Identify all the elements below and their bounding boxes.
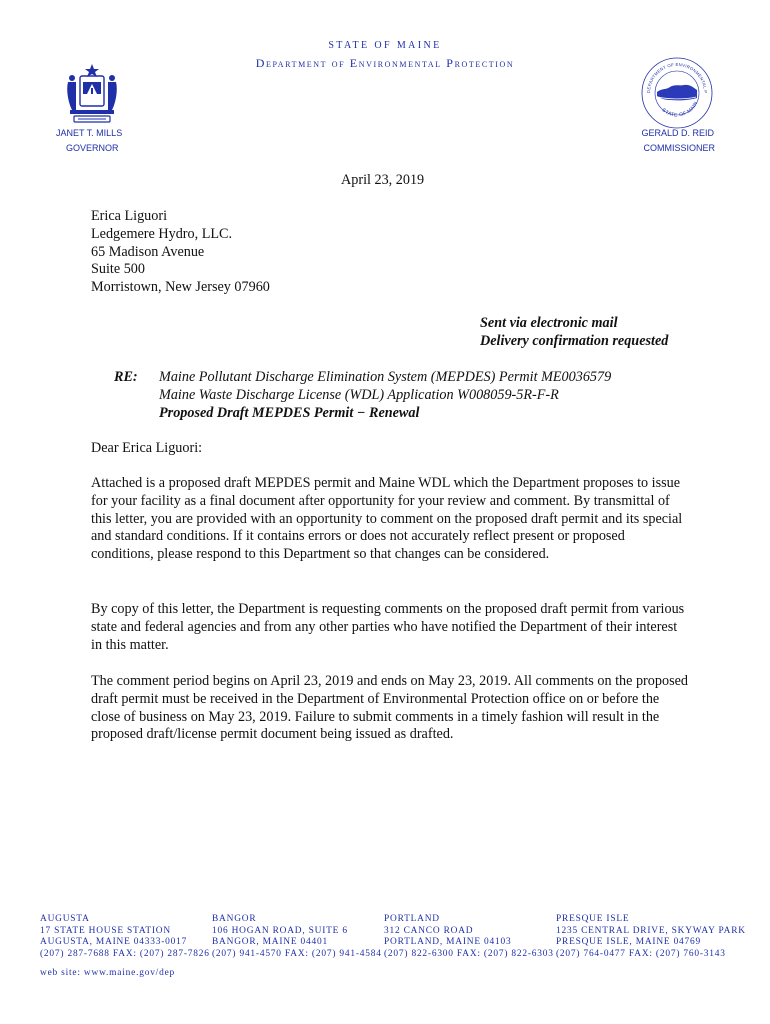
commissioner-title: COMMISSIONER — [643, 143, 715, 153]
recipient-city: Morristown, New Jersey 07960 — [91, 279, 270, 296]
governor-name: JANET T. MILLS — [56, 128, 123, 138]
footer-office-line: (207) 764-0477 FAX: (207) 760-3143 — [556, 948, 726, 959]
recipient-company: Ledgemere Hydro, LLC. — [91, 225, 233, 242]
re-line-2: Maine Waste Discharge License (WDL) Application W008059-5R-F-R — [159, 386, 559, 403]
recipient-suite: Suite 500 — [91, 261, 145, 278]
footer-office-city: PORTLAND — [384, 914, 440, 924]
footer-website[interactable]: web site: www.maine.gov/dep — [40, 968, 176, 978]
delivery-line-1: Sent via electronic mail — [480, 315, 618, 331]
dep-seal-text-bottom: STATE OF MAIN — [660, 100, 700, 119]
commissioner-name: GERALD D. REID — [641, 128, 714, 138]
re-block — [159, 369, 611, 422]
body-paragraph-2: By copy of this letter, the Department is requesting comments on the proposed draft permit from various state and federal agencies and from any other parties who have notified the Department of their interest in this matter. — [91, 601, 685, 653]
dep-seal-text-top: DEPARTMENT OF ENVIRONMENTAL P — [645, 61, 709, 94]
letter-date: April 23, 2019 — [341, 172, 425, 188]
footer-office-line: (207) 941-4570 FAX: (207) 941-4584 — [212, 948, 382, 959]
footer-office-line: PRESQUE ISLE, MAINE 04769 — [556, 937, 702, 947]
footer-office-line: 1235 CENTRAL DRIVE, SKYWAY PARK — [556, 925, 746, 936]
footer-office-line: 17 STATE HOUSE STATION — [40, 925, 171, 936]
letterhead-state: STATE OF MAINE — [328, 40, 442, 51]
delivery-line-2: Delivery confirmation requested — [480, 332, 669, 349]
footer-office-bangor — [212, 914, 382, 960]
footer-office-line: BANGOR, MAINE 04401 — [212, 937, 328, 947]
footer-office-line: (207) 822-6300 FAX: (207) 822-6303 — [384, 948, 554, 959]
footer-office-line: 106 HOGAN ROAD, SUITE 6 — [212, 925, 348, 936]
footer-office-augusta — [40, 914, 210, 960]
footer-office-line: PORTLAND, MAINE 04103 — [384, 937, 512, 947]
footer-office-portland — [384, 914, 554, 960]
footer-office-presque-isle — [556, 914, 746, 960]
governor-title: GOVERNOR — [66, 143, 119, 153]
letterhead-department: Department of Environmental Protection — [255, 56, 515, 70]
footer-office-line: 312 CANCO ROAD — [384, 925, 474, 936]
body-paragraph-3: The comment period begins on April 23, 2019 and ends on May 23, 2019. All comments on the proposed draft permit must be received in the Department of Environmental Protection office on or before the close of business on May 23, 2019. Failure to submit comments in a timely fashion will result in the proposed draft/license permit document being issued as drafted. — [91, 673, 688, 743]
re-label: RE: — [114, 369, 138, 385]
footer-office-city: AUGUSTA — [40, 914, 90, 924]
footer-office-city: PRESQUE ISLE — [556, 914, 630, 924]
recipient-block — [91, 208, 270, 297]
footer-office-line: (207) 287-7688 FAX: (207) 287-7826 — [40, 948, 210, 959]
footer-office-line: AUGUSTA, MAINE 04333-0017 — [40, 937, 188, 947]
re-line-3: Proposed Draft MEPDES Permit − Renewal — [159, 404, 420, 421]
recipient-street: 65 Madison Avenue — [91, 243, 205, 260]
maine-dep-seal-icon — [640, 56, 714, 130]
footer-office-city: BANGOR — [212, 914, 257, 924]
re-line-1: Maine Pollutant Discharge Elimination System (MEPDES) Permit ME0036579 — [159, 369, 612, 385]
recipient-name: Erica Liguori — [91, 208, 168, 224]
maine-state-seal-icon — [60, 62, 124, 126]
salutation: Dear Erica Liguori: — [91, 440, 203, 456]
delivery-block — [480, 315, 668, 351]
body-paragraph-1: Attached is a proposed draft MEPDES permit and Maine WDL which the Department proposes to issue for your facility as a final document after opportunity for your review and comment. By transmittal of this letter, you are provided with an opportunity to comment on the proposed draft permit and its special and standard conditions. If it contains errors or does not accurately reflect present or proposed conditions, please respond to this Department so that changes can be considered. — [91, 475, 683, 563]
